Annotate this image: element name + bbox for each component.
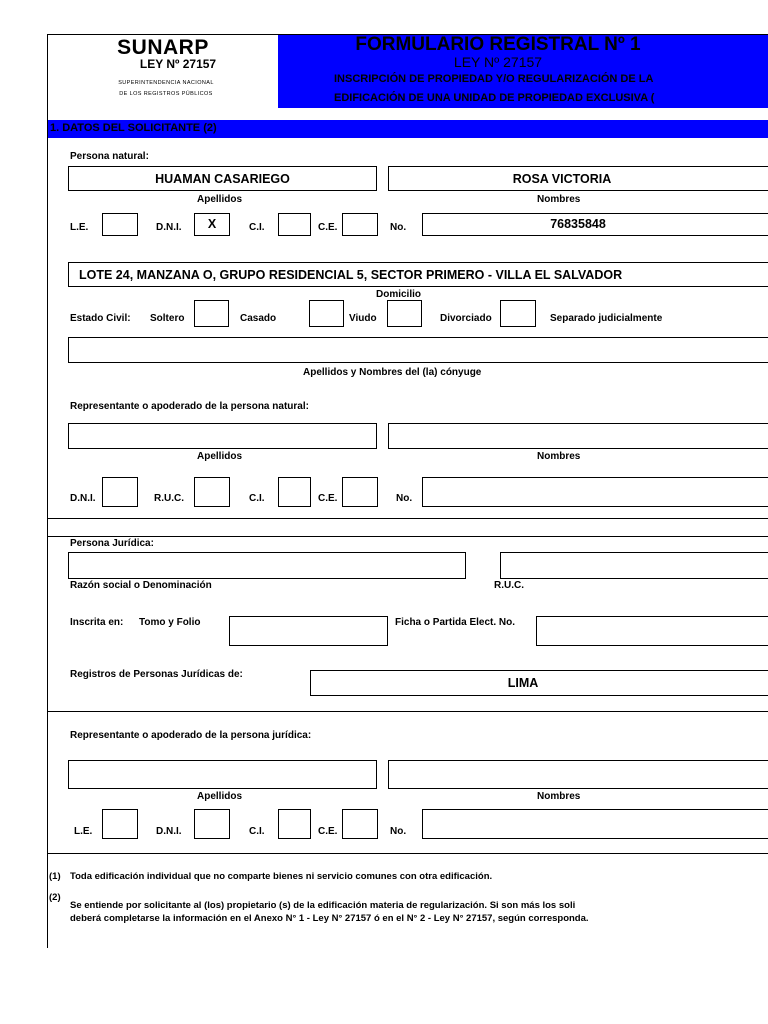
juridica-rep-ce-checkbox[interactable]	[342, 809, 378, 839]
tomo-folio-field[interactable]	[229, 616, 388, 646]
form-law: LEY Nº 27157	[453, 54, 543, 70]
casado-checkbox[interactable]	[309, 300, 344, 327]
juridica-rep-nombres-field[interactable]	[388, 760, 768, 789]
soltero-label: Soltero	[150, 313, 185, 324]
natural-le-label: L.E.	[70, 222, 89, 233]
divorciado-checkbox[interactable]	[500, 300, 536, 327]
natural-rep-heading: Representante o apoderado de la persona natural:	[70, 401, 309, 412]
juridica-razon-field[interactable]	[68, 552, 466, 579]
divorciado-label: Divorciado	[440, 313, 492, 324]
juridica-rep-ce-label: C.E.	[318, 826, 338, 837]
note-2-line1: Se entiende por solicitante al (los) propietario (s) de la edificación materia de regularización. Si son más los soli	[70, 900, 576, 911]
juridica-rep-apellidos-label: Apellidos	[197, 791, 243, 802]
natural-dni-mark: X	[207, 217, 217, 231]
divider-2	[47, 711, 768, 712]
juridica-rep-ci-label: C.I.	[249, 826, 265, 837]
natural-nombres-label: Nombres	[537, 194, 581, 205]
org-name: SUNARP	[117, 36, 209, 59]
note-2-tag: (2)	[49, 892, 61, 903]
natural-doc-number-field[interactable]	[422, 213, 768, 236]
natural-dni-label: D.N.I.	[156, 222, 182, 233]
natural-le-checkbox[interactable]	[102, 213, 138, 236]
natural-address-field[interactable]	[68, 262, 768, 287]
natural-rep-ruc-label: R.U.C.	[154, 493, 184, 504]
soltero-checkbox[interactable]	[194, 300, 229, 327]
spouse-name-label: Apellidos y Nombres del (la) cónyuge	[303, 367, 482, 378]
natural-apellidos-value: HUAMAN CASARIEGO	[155, 172, 290, 186]
juridica-rep-ci-checkbox[interactable]	[278, 809, 311, 839]
natural-dni-checkbox[interactable]	[194, 213, 230, 236]
registros-field[interactable]	[310, 670, 768, 696]
juridica-rep-nombres-label: Nombres	[537, 791, 581, 802]
natural-ci-checkbox[interactable]	[278, 213, 311, 236]
natural-ce-label: C.E.	[318, 222, 338, 233]
sunarp-logo-block	[48, 35, 278, 108]
juridica-rep-apellidos-field[interactable]	[68, 760, 377, 789]
spouse-name-field[interactable]	[68, 337, 768, 363]
juridica-rep-number-field[interactable]	[422, 809, 768, 839]
section-title: 1. DATOS DEL SOLICITANTE (2)	[50, 122, 217, 134]
form-title: FORMULARIO REGISTRAL Nº 1	[355, 35, 641, 55]
juridica-razon-label: Razón social o Denominación	[70, 580, 212, 591]
tomo-folio-label: Tomo y Folio	[139, 617, 201, 628]
form-title-banner	[278, 35, 768, 108]
natural-nombres-value: ROSA VICTORIA	[512, 172, 612, 186]
juridica-ruc-field[interactable]	[500, 552, 768, 579]
juridica-rep-heading: Representante o apoderado de la persona jurídica:	[70, 730, 312, 741]
natural-ce-checkbox[interactable]	[342, 213, 378, 236]
org-law: LEY Nº 27157	[139, 57, 217, 71]
natural-rep-apellidos-label: Apellidos	[197, 451, 243, 462]
divider-1	[47, 518, 768, 519]
natural-address-value: LOTE 24, MANZANA O, GRUPO RESIDENCIAL 5, SECTOR PRIMERO - VILLA EL SALVADOR	[79, 268, 623, 282]
registros-label: Registros de Personas Jurídicas de:	[70, 669, 243, 680]
natural-rep-no-label: No.	[396, 493, 413, 504]
ficha-label: Ficha o Partida Elect. No.	[395, 617, 516, 628]
natural-no-label: No.	[390, 222, 407, 233]
form-desc-line1: INSCRIPCIÓN DE PROPIEDAD Y/O REGULARIZACIÓN DE LA	[334, 73, 654, 85]
divider-1b	[47, 536, 768, 537]
ficha-field[interactable]	[536, 616, 768, 646]
separado-label: Separado judicialmente	[550, 313, 663, 324]
natural-rep-number-field[interactable]	[422, 477, 768, 507]
natural-heading: Persona natural:	[70, 151, 149, 162]
natural-apellidos-field[interactable]	[68, 166, 377, 191]
section-bar	[48, 120, 768, 138]
natural-rep-dni-checkbox[interactable]	[102, 477, 138, 507]
registros-value: LIMA	[507, 676, 539, 690]
juridica-ruc-label: R.U.C.	[494, 580, 524, 591]
natural-apellidos-label: Apellidos	[197, 194, 243, 205]
natural-nombres-field[interactable]	[388, 166, 768, 191]
civil-status-label: Estado Civil:	[70, 313, 131, 324]
viudo-label: Viudo	[349, 313, 377, 324]
juridica-rep-dni-checkbox[interactable]	[194, 809, 230, 839]
org-line1: SUPERINTENDENCIA NACIONAL	[118, 80, 214, 86]
juridica-heading: Persona Jurídica:	[70, 538, 154, 549]
natural-address-label: Domicilio	[376, 289, 422, 300]
natural-rep-nombres-label: Nombres	[537, 451, 581, 462]
viudo-checkbox[interactable]	[387, 300, 422, 327]
divider-3	[47, 853, 768, 854]
natural-rep-ci-label: C.I.	[249, 493, 265, 504]
natural-rep-ce-label: C.E.	[318, 493, 338, 504]
form-left-border	[47, 34, 48, 948]
juridica-rep-le-checkbox[interactable]	[102, 809, 138, 839]
natural-rep-dni-label: D.N.I.	[70, 493, 96, 504]
juridica-rep-le-label: L.E.	[74, 826, 93, 837]
note-2-line2: deberá completarse la información en el Anexo N° 1 - Ley N° 27157 ó en el N° 2 - Ley N° 27157, según corresponda.	[70, 913, 589, 924]
note-1-text: Toda edificación individual que no comparte bienes ni servicio comunes con otra edificación.	[70, 871, 493, 882]
inscrita-label: Inscrita en:	[70, 617, 124, 628]
juridica-rep-no-label: No.	[390, 826, 407, 837]
juridica-rep-dni-label: D.N.I.	[156, 826, 182, 837]
casado-label: Casado	[240, 313, 277, 324]
natural-rep-ruc-checkbox[interactable]	[194, 477, 230, 507]
natural-rep-nombres-field[interactable]	[388, 423, 768, 449]
natural-rep-ci-checkbox[interactable]	[278, 477, 311, 507]
form-desc-line2: EDIFICACIÓN DE UNA UNIDAD DE PROPIEDAD EXCLUSIVA (	[334, 92, 655, 104]
natural-rep-apellidos-field[interactable]	[68, 423, 377, 449]
natural-doc-number: 76835848	[550, 217, 606, 231]
natural-rep-ce-checkbox[interactable]	[342, 477, 378, 507]
org-line2: DE LOS REGISTROS PÚBLICOS	[119, 91, 213, 97]
natural-ci-label: C.I.	[249, 222, 265, 233]
note-1-tag: (1)	[49, 871, 61, 882]
